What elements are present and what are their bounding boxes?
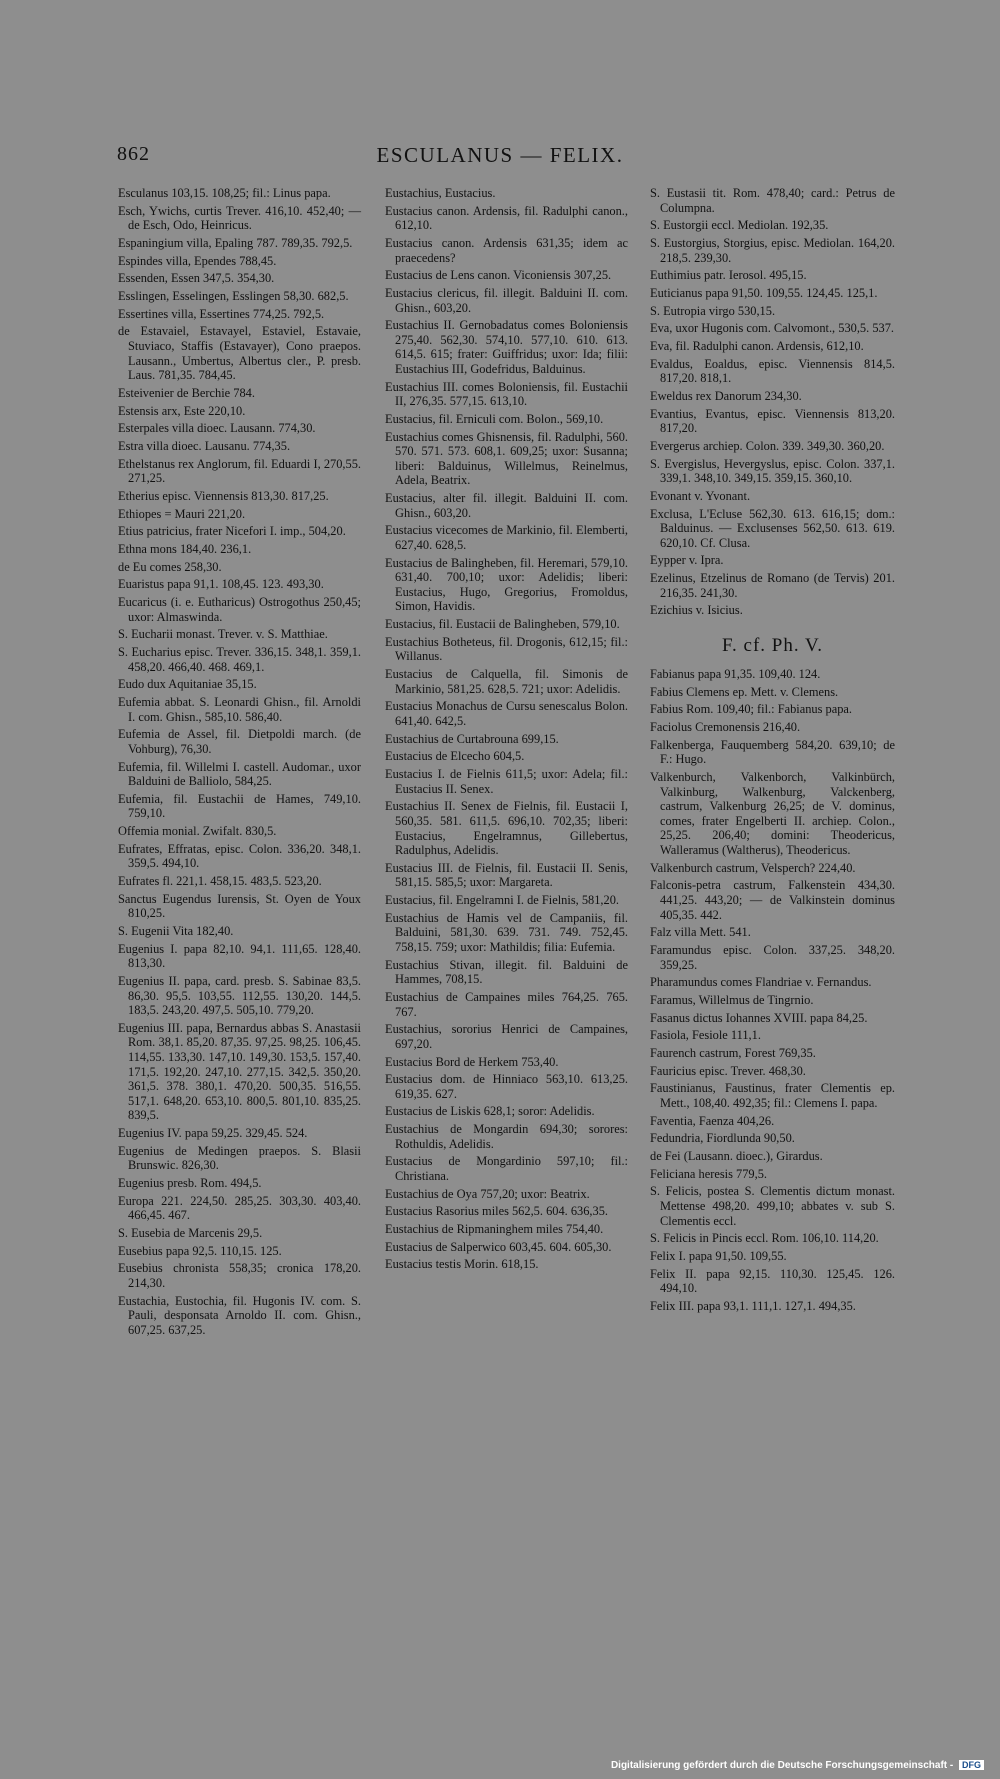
index-entry: Fasiola, Fesiole 111,1. <box>650 1028 761 1043</box>
index-entry: Eustachius Botheteus, fil. Drogonis, 612,15; fil.: Willanus. <box>385 634 628 664</box>
index-entry: S. Evergislus, Hevergyslus, episc. Colon. 337,1. 339,1. 348,10. 349,15. 359,15. 360,10. <box>650 456 895 486</box>
index-entry: Felix I. papa 91,50. 109,55. <box>650 1248 787 1263</box>
index-entry: Estra villa dioec. Lausanu. 774,35. <box>118 438 291 453</box>
index-entry: Espindes villa, Ependes 788,45. <box>118 253 277 268</box>
index-entry: Eufrates fl. 221,1. 458,15. 483,5. 523,20. <box>118 874 322 889</box>
index-entry: Eudo dux Aquitaniae 35,15. <box>118 677 257 692</box>
index-entry: Eustacius vicecomes de Markinio, fil. Elemberti, 627,40. 628,5. <box>385 523 628 552</box>
index-entry: Esculanus 103,15. 108,25; fil.: Linus papa. <box>118 186 331 200</box>
index-entry: Eugenius I. papa 82,10. 94,1. 111,65. 128,40. 813,30. <box>118 941 361 971</box>
index-entry: Ethelstanus rex Anglorum, fil. Eduardi I, 270,55. 271,25. <box>118 456 361 486</box>
index-entry: S. Eustorgius, Storgius, episc. Mediolan. 164,20. 218,5. 239,30. <box>650 235 895 265</box>
index-entry: Valkenburch castrum, Velsperch? 224,40. <box>650 860 856 875</box>
index-column-2 <box>385 186 628 1275</box>
section-f-entries <box>650 667 895 1314</box>
index-entry: Fedundria, Fiordlunda 90,50. <box>650 1131 795 1146</box>
index-entry: Falconis-petra castrum, Falkenstein 434,30. 441,25. 443,20; — de Valkinstein dominus 405,35. 442. <box>650 878 895 922</box>
index-entry: Eustacius de Liskis 628,1; soror: Adelidis. <box>385 1104 595 1119</box>
index-entry: Eustacius canon. Ardensis, fil. Radulphi canon., 612,10. <box>385 203 628 233</box>
index-entry: Essenden, Essen 347,5. 354,30. <box>118 271 275 286</box>
index-entry: Fabianus papa 91,35. 109,40. 124. <box>650 667 821 682</box>
index-entry: Offemia monial. Zwifalt. 830,5. <box>118 824 277 839</box>
index-entry: Europa 221. 224,50. 285,25. 303,30. 403,40. 466,45. 467. <box>118 1193 361 1223</box>
index-entry: Falz villa Mett. 541. <box>650 925 751 940</box>
index-entry: Sanctus Eugendus Iurensis, St. Oyen de Youx 810,25. <box>118 891 361 921</box>
index-entry: Eustacius Bord de Herkem 753,40. <box>385 1054 559 1069</box>
index-entry: Fabius Rom. 109,40; fil.: Fabianus papa. <box>650 702 853 717</box>
index-entry: Eva, fil. Radulphi canon. Ardensis, 612,10. <box>650 339 864 353</box>
index-entry: Espaningium villa, Epaling 787. 789,35. 792,5. <box>118 235 353 250</box>
index-entry: Eustacius, fil. Erniculi com. Bolon., 569,10. <box>385 411 604 426</box>
index-entry: Eustacius, fil. Eustacii de Balingheben, 579,10. <box>385 617 620 632</box>
index-entry: Eva, uxor Hugonis com. Calvomont., 530,5. 537. <box>650 321 895 336</box>
index-column-3-entries <box>650 186 895 618</box>
index-entry: Falkenberga, Fauquemberg 584,20. 639,10; de F.: Hugo. <box>650 737 895 767</box>
index-entry: Fauricius episc. Trever. 468,30. <box>650 1063 806 1078</box>
index-entry: Faurench castrum, Forest 769,35. <box>650 1046 816 1060</box>
index-entry: Pharamundus comes Flandriae v. Fernandus. <box>650 975 872 990</box>
index-entry: Eusebius papa 92,5. 110,15. 125. <box>118 1243 282 1258</box>
index-entry: Eweldus rex Danorum 234,30. <box>650 388 802 403</box>
index-entry: Eugenius II. papa, card. presb. S. Sabinae 83,5. 86,30. 95,5. 103,55. 112,55. 130,20. 144,5. 183,5. 243,20. 497,5. 505,10. 779,20. <box>118 974 361 1018</box>
index-entry: S. Felicis, postea S. Clementis dictum monast. Mettense 498,20. 499,10; abbates v. sub S. Clementis eccl. <box>650 1184 895 1228</box>
index-entry: Faustinianus, Faustinus, frater Clementis ep. Mett., 108,40. 492,35; fil.: Clemens I. papa. <box>650 1081 895 1110</box>
index-entry: Eufemia, fil. Willelmi I. castell. Audomar., uxor Balduini de Balliolo, 584,25. <box>118 759 361 789</box>
index-entry: Eustachius, Eustacius. <box>385 186 496 200</box>
dfg-logo: DFG <box>959 1760 984 1770</box>
running-head: ESCULANUS — FELIX. <box>376 143 624 167</box>
index-entry: S. Felicis in Pincis eccl. Rom. 106,10. 114,20. <box>650 1231 879 1246</box>
index-entry: Eugenius III. papa, Bernardus abbas S. Anastasii Rom. 38,1. 85,20. 87,35. 97,25. 98,25. 106,45. 114,55. 133,30. 147,10. 149,30. 153,5. 157,40. 171,5. 192,20. 247,10. 277,15. 342,5. 350,20. 361,5. 378. 380,1. 470,20. 500,35. 516,55. 517,1. 648,20. 653,10. 800,5. 801,10. 835,25. 839,5. <box>118 1020 361 1123</box>
index-entry: Eustachia, Eustochia, fil. Hugonis IV. com. S. Pauli, desponsata Arnoldo II. com. Ghisn., 607,25. 637,25. <box>118 1293 361 1337</box>
index-entry: S. Eutropia virgo 530,15. <box>650 303 776 318</box>
index-entry: Evonant v. Yvonant. <box>650 488 751 503</box>
index-entry: Eustacius de Mongardinio 597,10; fil.: Christiana. <box>385 1154 628 1184</box>
index-entry: Ezelinus, Etzelinus de Romano (de Tervis) 201. 216,35. 241,30. <box>650 571 895 600</box>
index-entry: Faramundus episc. Colon. 337,25. 348,20. 359,25. <box>650 942 895 972</box>
index-entry: Esslingen, Esselingen, Esslingen 58,30. 682,5. <box>118 289 349 304</box>
index-entry: Eustacius canon. Ardensis 631,35; idem ac praecedens? <box>385 235 628 265</box>
index-entry: Exclusa, L'Ecluse 562,30. 613. 616,15; dom.: Balduinus. — Exclusenses 562,50. 613. 619. 620,10. Cf. Clusa. <box>650 506 895 550</box>
index-entry: Eufemia de Assel, fil. Dietpoldi march. (de Vohburg), 76,30. <box>118 727 361 756</box>
index-entry: Eustachius de Mongardin 694,30; sorores: Rothuldis, Adelidis. <box>385 1122 628 1151</box>
index-entry: Eustachius III. comes Boloniensis, fil. Eustachii II, 276,35. 577,15. 613,10. <box>385 379 628 409</box>
index-entry: Eustacius clericus, fil. illegit. Balduini II. com. Ghisn., 603,20. <box>385 285 628 315</box>
index-entry: Valkenburch, Valkenborch, Valkinbürch, Valkinburg, Walkenburg, Valckenberg, castrum, Valkenburg 26,25; de V. dominus, comes, frater Engelberti II. archiep. Colon., 25,25. 206,40; domini: Theodericus, Walleramus (Waltherus), Theodericus. <box>650 770 895 858</box>
index-entry: de Fei (Lausann. dioec.), Girardus. <box>650 1149 823 1164</box>
index-entry: Faciolus Cremonensis 216,40. <box>650 720 801 735</box>
index-entry: Eustacius de Calquella, fil. Simonis de Markinio, 581,25. 628,5. 721; uxor: Adelidis. <box>385 667 628 696</box>
index-entry: Eustachius II. Gernobadatus comes Boloniensis 275,40. 562,30. 574,10. 577,10. 610. 613. 614,5. 615; frater: Guiffridus; uxor: Ida; filii: Eustachius III, Godefridus, Balduinus. <box>385 318 628 376</box>
index-entry: Felix III. papa 93,1. 111,1. 127,1. 494,35. <box>650 1298 856 1313</box>
index-entry: Eustachius de Campaines miles 764,25. 765. 767. <box>385 989 628 1019</box>
credit-text: Digitalisierung gefördert durch die Deutsche Forschungsgemeinschaft - <box>610 1760 954 1771</box>
index-entry: Ethiopes = Mauri 221,20. <box>118 506 246 521</box>
index-entry: Eufrates, Effratas, episc. Colon. 336,20. 348,1. 359,5. 494,10. <box>118 841 361 871</box>
index-entry: Esch, Ywichs, curtis Trever. 416,10. 452,40; — de Esch, Odo, Heinricus. <box>118 203 361 233</box>
index-entry: Eucaricus (i. e. Eutharicus) Ostrogothus 250,45; uxor: Almaswinda. <box>118 595 361 624</box>
index-entry: Eustacius de Lens canon. Viconiensis 307,25. <box>385 268 612 283</box>
index-entry: S. Eusebia de Marcenis 29,5. <box>118 1226 263 1241</box>
index-entry: Ezichius v. Isicius. <box>650 603 743 618</box>
index-entry: Estensis arx, Este 220,10. <box>118 403 246 418</box>
index-entry: Feliciana heresis 779,5. <box>650 1166 767 1181</box>
index-entry: Etherius episc. Viennensis 813,30. 817,25. <box>118 488 329 503</box>
index-entry: Eustacius de Elcecho 604,5. <box>385 749 525 764</box>
index-entry: Eustacius de Balingheben, fil. Heremari, 579,10. 631,40. 700,10; uxor: Adelidis; liberi: Eustacius, Hugo, Gregorius, Fromoldus, Simon, Havidis. <box>385 555 628 614</box>
page-number: 862 <box>117 143 150 165</box>
index-entry: S. Eucharii monast. Trever. v. S. Matthiae. <box>118 627 328 642</box>
index-entry: Eustachius Stivan, illegit. fil. Balduini de Hammes, 708,15. <box>385 957 628 987</box>
index-entry: de Eu comes 258,30. <box>118 559 222 574</box>
index-entry: Eustachius comes Ghisnensis, fil. Radulphi, 560. 570. 571. 573. 608,1. 609,25; uxor: Susanna; liberi: Balduinus, Willelmus, Reinelmus, Adela, Beatrix. <box>385 429 628 488</box>
index-entry: Faventia, Faenza 404,26. <box>650 1113 775 1128</box>
index-entry: Evaldus, Eoaldus, episc. Viennensis 814,5. 817,20. 818,1. <box>650 356 895 386</box>
index-entry: S. Eustorgii eccl. Mediolan. 192,35. <box>650 218 829 233</box>
index-entry: Eustacius III. de Fielnis, fil. Eustacii II. Senis, 581,15. 585,5; uxor: Margareta. <box>385 860 628 890</box>
index-entry: Faramus, Willelmus de Tingrnio. <box>650 992 814 1007</box>
section-heading-f: F. cf. Ph. V. <box>721 635 824 657</box>
index-entry: S. Eugenii Vita 182,40. <box>118 924 234 939</box>
index-entry: Eufemia abbat. S. Leonardi Ghisn., fil. Arnoldi I. com. Ghisn., 585,10. 586,40. <box>118 694 361 724</box>
index-entry: Eustachius, sororius Henrici de Campaines, 697,20. <box>385 1022 628 1051</box>
index-entry: Evergerus archiep. Colon. 339. 349,30. 360,20. <box>650 438 885 453</box>
index-entry: Euaristus papa 91,1. 108,45. 123. 493,30. <box>118 577 324 592</box>
index-entry: Eustacius Monachus de Cursu senescalus Bolon. 641,40. 642,5. <box>385 699 628 728</box>
index-entry: Evantius, Evantus, episc. Viennensis 813,20. 817,20. <box>650 406 895 436</box>
index-entry: Eusebius chronista 558,35; cronica 178,20. 214,30. <box>118 1261 361 1291</box>
index-entry: Eugenius de Medingen praepos. S. Blasii Brunswic. 826,30. <box>118 1143 361 1173</box>
index-entry: Eustachius de Oya 757,20; uxor: Beatrix. <box>385 1186 590 1201</box>
index-entry: Eufemia, fil. Eustachii de Hames, 749,10. 759,10. <box>118 791 361 821</box>
index-entry: Eustachius II. Senex de Fielnis, fil. Eustacii I, 560,35. 581. 611,5. 696,10. 702,35; liberi: Eustacius, Engelramnus, Gillebertus, Radulphus, Adelidis. <box>385 799 628 858</box>
index-entry: Esterpales villa dioec. Lausann. 774,30. <box>118 421 316 436</box>
index-entry: Etius patricius, frater Nicefori I. imp., 504,20. <box>118 524 346 539</box>
index-entry: Essertines villa, Essertines 774,25. 792,5. <box>118 306 325 321</box>
index-entry: Eustachius de Ripmaninghem miles 754,40. <box>385 1222 604 1237</box>
index-entry: Eustacius dom. de Hinniaco 563,10. 613,25. 619,35. 627. <box>385 1072 628 1101</box>
index-entry: S. Eucharius episc. Trever. 336,15. 348,1. 359,1. 458,20. 466,40. 468. 469,1. <box>118 645 361 674</box>
index-entry: Eugenius IV. papa 59,25. 329,45. 524. <box>118 1126 308 1141</box>
index-entry: Eypper v. Ipra. <box>650 553 724 568</box>
index-entry: Fasanus dictus Iohannes XVIII. papa 84,25. <box>650 1010 868 1025</box>
index-column-1 <box>118 186 361 1341</box>
index-entry: Eugenius presb. Rom. 494,5. <box>118 1176 262 1191</box>
index-entry: Ethna mons 184,40. 236,1. <box>118 541 252 556</box>
index-entry: Euthimius patr. Ierosol. 495,15. <box>650 268 807 283</box>
index-entry: Eustachius de Hamis vel de Campaniis, fil. Balduini, 581,30. 639. 731. 749. 752,45. 758,15. 759; uxor: Mathildis; filia: Eufemia. <box>385 910 628 954</box>
index-entry: Esteivenier de Berchie 784. <box>118 385 255 400</box>
index-entry: de Estavaiel, Estavayel, Estaviel, Estavaie, Stuviaco, Staffis (Estavayer), Cono praepos. Lausann., Umbertus, Albertus cler., P. presb. Laus. 781,35. 784,45. <box>118 324 361 383</box>
index-entry: Eustacius Rasorius miles 562,5. 604. 636,35. <box>385 1204 609 1219</box>
index-entry: Felix II. papa 92,15. 110,30. 125,45. 126. 494,10. <box>650 1266 895 1296</box>
index-entry: Eustacius I. de Fielnis 611,5; uxor: Adela; fil.: Eustacius II. Senex. <box>385 767 628 796</box>
digitization-credit <box>611 1760 984 1771</box>
index-entry: Euticianus papa 91,50. 109,55. 124,45. 125,1. <box>650 285 878 300</box>
index-entry: Eustacius, alter fil. illegit. Balduini II. com. Ghisn., 603,20. <box>385 491 628 520</box>
index-column-3 <box>650 186 895 1317</box>
index-entry: Eustachius de Curtabrouna 699,15. <box>385 731 559 746</box>
index-entry: Eustacius, fil. Engelramni I. de Fielnis, 581,20. <box>385 893 620 908</box>
index-entry: Fabius Clemens ep. Mett. v. Clemens. <box>650 684 839 699</box>
index-entry: Eustacius testis Morin. 618,15. <box>385 1257 539 1272</box>
index-entry: S. Eustasii tit. Rom. 478,40; card.: Petrus de Columpna. <box>650 186 895 215</box>
index-entry: Eustacius de Salperwico 603,45. 604. 605,30. <box>385 1239 612 1254</box>
